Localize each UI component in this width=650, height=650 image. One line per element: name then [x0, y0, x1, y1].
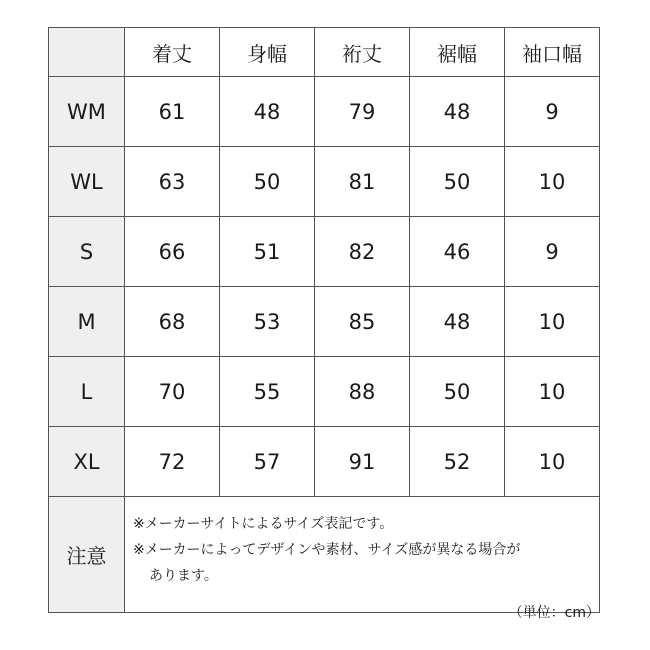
header-body-width: 身幅: [220, 28, 315, 77]
table-cell: 72: [125, 427, 220, 497]
size-chart-table: [48, 27, 600, 613]
note-label: 注意: [49, 497, 125, 613]
table-cell: 50: [220, 147, 315, 217]
table-cell: 53: [220, 287, 315, 357]
note-row: [49, 497, 600, 613]
note-text: [125, 497, 600, 613]
table-row: [49, 287, 600, 357]
table-cell: 63: [125, 147, 220, 217]
header-length: 着丈: [125, 28, 220, 77]
table-cell: 57: [220, 427, 315, 497]
unit-label: （単位：cm）: [508, 605, 600, 621]
table-cell: 52: [410, 427, 505, 497]
note-line: あります。: [149, 568, 218, 584]
size-label: M: [49, 287, 125, 357]
table-cell: 68: [125, 287, 220, 357]
table-cell: 82: [315, 217, 410, 287]
table-cell: 50: [410, 147, 505, 217]
table-cell: 61: [125, 77, 220, 147]
table-cell: 81: [315, 147, 410, 217]
table-cell: 10: [505, 357, 600, 427]
header-sleeve-length: 裄丈: [315, 28, 410, 77]
table-row: [49, 427, 600, 497]
header-corner-cell: [49, 28, 125, 77]
table-cell: 10: [505, 287, 600, 357]
table-cell: 66: [125, 217, 220, 287]
header-cuff-width: 袖口幅: [505, 28, 600, 77]
size-label: S: [49, 217, 125, 287]
table-cell: 9: [505, 217, 600, 287]
table-cell: 48: [410, 287, 505, 357]
size-label: XL: [49, 427, 125, 497]
table-cell: 50: [410, 357, 505, 427]
table-row: [49, 217, 600, 287]
table-cell: 51: [220, 217, 315, 287]
size-label: WM: [49, 77, 125, 147]
table-cell: 85: [315, 287, 410, 357]
table-cell: 48: [410, 77, 505, 147]
table-cell: 10: [505, 427, 600, 497]
table-cell: 10: [505, 147, 600, 217]
note-line: ※メーカーサイトによるサイズ表記です。: [133, 516, 394, 532]
table-row: [49, 147, 600, 217]
table-cell: 70: [125, 357, 220, 427]
table-cell: 79: [315, 77, 410, 147]
note-line: ※メーカーによってデザインや素材、サイズ感が異なる場合が: [133, 542, 521, 558]
size-label: WL: [49, 147, 125, 217]
header-hem-width: 裾幅: [410, 28, 505, 77]
size-label: L: [49, 357, 125, 427]
header-row: [49, 28, 600, 77]
table-cell: 46: [410, 217, 505, 287]
table-row: [49, 77, 600, 147]
table-row: [49, 357, 600, 427]
table-cell: 91: [315, 427, 410, 497]
table-cell: 55: [220, 357, 315, 427]
table-cell: 9: [505, 77, 600, 147]
table-cell: 48: [220, 77, 315, 147]
table-cell: 88: [315, 357, 410, 427]
